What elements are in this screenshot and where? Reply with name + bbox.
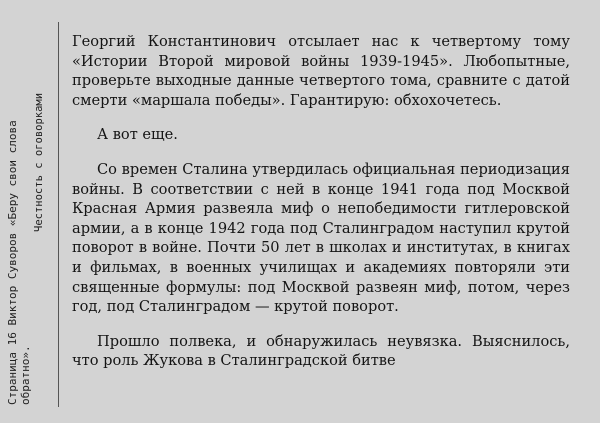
book-title-line1: Виктор Суворов «Беру свои слова [6, 120, 19, 326]
page-sidebar [0, 0, 58, 423]
paragraph-1: Георгий Константинович отсылает нас к четвертому тому «Истории Второй мировой войны 1939-1945». Любопытные, проверьте выходные данные четвертого тома, сравните с датой смерти «маршала победы». Гарантирую: обхохочетесь. [72, 33, 570, 109]
book-title-line2: обратно». [19, 345, 32, 405]
page-text [72, 32, 570, 386]
chapter-title: Честность с оговорками [33, 92, 45, 232]
sidebar-divider [58, 22, 59, 407]
page-number: Страница 16 [6, 332, 19, 405]
paragraph-3: Со времен Сталина утвердилась официальная периодизация войны. В соответствии с ней в конце 1941 года под Москвой Красная Армия развеяла миф о непобедимости гитлеровской армии, а в конце 1942 года под Сталинградом наступил крутой поворот в войне. Почти 50 лет в школах и институтах, в книгах и фильмах, в военных училищах и академиях повторяли эти священные формулы: под Москвой развеян миф, потом, через год, под Сталинградом — крутой поворот. [72, 160, 570, 316]
paragraph-2: А вот еще. [97, 126, 178, 144]
paragraph-4: Прошло полвека, и обнаружилась неувязка. Выяснилось, что роль Жукова в Сталинградской битве [72, 332, 570, 370]
book-title-block [6, 120, 32, 405]
